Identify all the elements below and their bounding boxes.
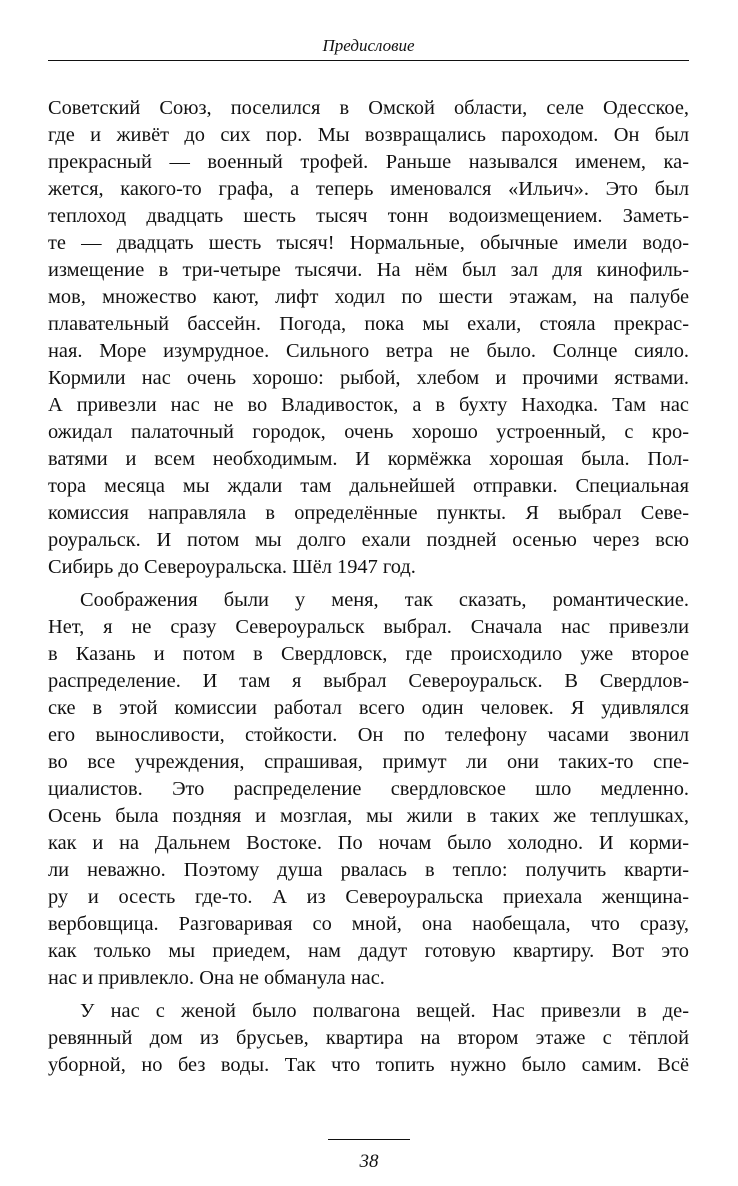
text-line: жется, какого-то графа, а теперь именовался «Ильич». Это был xyxy=(48,178,689,200)
text-line: Советский Союз, поселился в Омской области, селе Одесское, xyxy=(48,97,689,119)
text-line: вербовщица. Разговаривая со мной, она наобещала, что сразу, xyxy=(48,913,689,935)
text-line: измещение в три-четыре тысячи. На нём был зал для кинофиль- xyxy=(48,259,689,281)
text-line: комиссия направляла в определённые пункты. Я выбрал Севе- xyxy=(48,502,689,524)
page-number: 38 xyxy=(359,1151,379,1172)
text-line: в Казань и потом в Свердловск, где происходило уже второе xyxy=(48,643,689,665)
header-rule xyxy=(48,60,689,61)
text-line: Осень была поздняя и мозглая, мы жили в таких же теплушках, xyxy=(48,805,689,827)
text-line: во все учреждения, спрашивая, примут ли они таких-то спе- xyxy=(48,751,689,773)
text-line: плавательный бассейн. Погода, пока мы ехали, стояла прекрас- xyxy=(48,313,689,335)
text-line: ли неважно. Поэтому душа рвалась в тепло: получить кварти- xyxy=(48,859,689,881)
text-line: как и на Дальнем Востоке. По ночам было холодно. И корми- xyxy=(48,832,689,854)
text-line: циалистов. Это распределение свердловское шло медленно. xyxy=(48,778,689,800)
text-line: ревянный дом из брусьев, квартира на втором этаже с тёплой xyxy=(48,1027,689,1049)
text-line: ске в этой комиссии работал всего один человек. Я удивлялся xyxy=(48,697,689,719)
text-line: Кормили нас очень хорошо: рыбой, хлебом и прочими яствами. xyxy=(48,367,689,389)
text-line: мов, множество кают, лифт ходил по шести этажам, на палубе xyxy=(48,286,689,308)
paragraph xyxy=(48,587,689,992)
text-line: прекрасный — военный трофей. Раньше назывался именем, ка- xyxy=(48,151,689,173)
text-line: те — двадцать шесть тысяч! Нормальные, обычные имели водо- xyxy=(48,232,689,254)
footer-rule xyxy=(328,1139,410,1140)
text-line: его выносливости, стойкости. Он по телефону часами звонил xyxy=(48,724,689,746)
text-line: Сибирь до Североуральска. Шёл 1947 год. xyxy=(48,556,416,578)
text-line: ватями и всем необходимым. И кормёжка хорошая была. Пол- xyxy=(48,448,689,470)
text-line: Соображения были у меня, так сказать, романтические. xyxy=(80,589,689,611)
text-line: роуральск. И потом мы долго ехали поздней осенью через всю xyxy=(48,529,689,551)
text-line: А привезли нас не во Владивосток, а в бухту Находка. Там нас xyxy=(48,394,689,416)
text-line: распределение. И там я выбрал Североуральск. В Свердлов- xyxy=(48,670,689,692)
text-line: уборной, но без воды. Так что топить нужно было самим. Всё xyxy=(48,1054,689,1076)
text-line: У нас с женой было полвагона вещей. Нас привезли в де- xyxy=(80,1000,689,1022)
text-line: как только мы приедем, нам дадут готовую квартиру. Вот это xyxy=(48,940,689,962)
text-line: теплоход двадцать шесть тысяч тонн водоизмещением. Заметь- xyxy=(48,205,689,227)
text-line: ру и осесть где-то. А из Североуральска приехала женщина- xyxy=(48,886,689,908)
paragraph xyxy=(48,95,689,581)
text-line: ная. Море изумрудное. Сильного ветра не было. Солнце сияло. xyxy=(48,340,689,362)
paragraph xyxy=(48,998,689,1079)
text-line: ожидал палаточный городок, очень хорошо устроенный, с кро- xyxy=(48,421,689,443)
text-line: тора месяца мы ждали там дальнейшей отправки. Специальная xyxy=(48,475,689,497)
running-head: Предисловие xyxy=(322,36,415,55)
text-line: где и живёт до сих пор. Мы возвращались пароходом. Он был xyxy=(48,124,689,146)
text-line: Нет, я не сразу Североуральск выбрал. Сначала нас привезли xyxy=(48,616,689,638)
body-text xyxy=(48,95,689,1079)
text-line: нас и привлекло. Она не обманула нас. xyxy=(48,967,385,989)
